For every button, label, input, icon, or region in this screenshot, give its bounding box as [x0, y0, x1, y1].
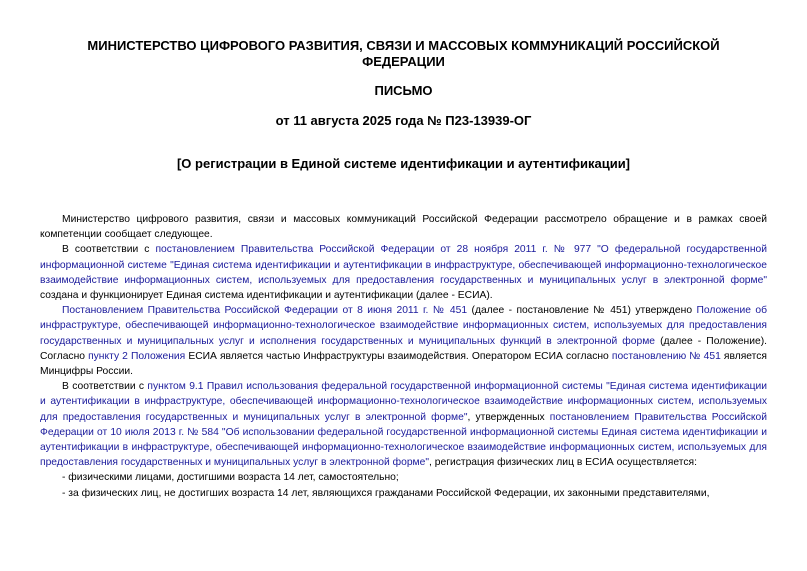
paragraph-intro: Министерство цифрового развития, связи и массовых коммуникаций Российской Федерации рассмотрело обращение и в рамках своей компетенции сообщает следующее. — [40, 214, 767, 241]
paragraph-registration-rules: В соответствии с пунктом 9.1 Правил использования федеральной государственной информационной системы "Единая система идентификации и аутентификации в инфраструктуре, обеспечивающей информационно-технологическое взаимодействие информационных систем, используемых для предоставления государственных и муниципальных услуг в электронной форме", утвержденных постановлением Правительства Российской Федерации от 10 июля 2013 г. № 584 "Об использовании федеральной государственной информационной системы Единая система идентификации и аутентификации в инфраструктуре, обеспечивающей информационно-технологическое взаимодействие информационных систем, используемых для предоставления государственных и муниципальных услуг в электронной форме", регистрация физических лиц в ЕСИА осуществляется: — [40, 381, 767, 469]
link-rules-clause-9-1[interactable]: пунктом 9.1 Правил использования федеральной государственной информационной системы "Единая система идентификации и аутентификации в инфраструктуре, обеспечивающей информационно-технологическое взаимодействие информационных систем, используемых для предоставления государственных и муниципальных услуг в электронной форме" — [40, 381, 767, 423]
list-item: - за физических лиц, не достигших возраста 14 лет, являющихся гражданами Российской Федерации, их законными представителями, — [62, 487, 710, 499]
link-resolution-451[interactable]: Постановлением Правительства Российской Федерации от 8 июня 2011 г. № 451 — [62, 305, 468, 317]
issuing-agency: МИНИСТЕРСТВО ЦИФРОВОГО РАЗВИТИЯ, СВЯЗИ И МАССОВЫХ КОММУНИКАЦИЙ РОССИЙСКОЙ ФЕДЕРАЦИИ — [87, 38, 720, 69]
paragraph-esia-creation: В соответствии с постановлением Правительства Российской Федерации от 28 ноября 2011 г. № 977 "О федеральной государственной информационной системе "Единая система идентификации и аутентификации в инфраструктуре, обеспечивающей информационно-технологическое взаимодействие информационных систем, используемых для предоставления государственных и муниципальных услуг в электронной форме" создана и функционирует Единая система идентификации и аутентификации (далее - ЕСИА). — [40, 244, 767, 302]
link-resolution-451-short[interactable]: постановлению № 451 — [611, 350, 721, 362]
document-date-number: от 11 августа 2025 года № П23-13939-ОГ — [275, 113, 532, 128]
link-resolution-977[interactable]: постановлением Правительства Российской Федерации от 28 ноября 2011 г. № 977 "О федеральной государственной информационной системе "Единая система идентификации и аутентификации в инфраструктуре, обеспечивающей информационно-технологическое взаимодействие информационных систем, используемых для предоставления государственных и муниципальных услуг в электронной форме" — [40, 244, 767, 286]
link-regulation[interactable]: Положение об инфраструктуре, обеспечивающей информационно-технологическое взаимодействие информационных систем, используемых для предоставления государственных и муниципальных услуг и исполнения государственных и муниципальных функций в электронной форме — [40, 305, 767, 347]
document-type: ПИСЬМО — [374, 83, 433, 98]
letter-body — [40, 212, 767, 501]
link-resolution-584[interactable]: постановлением Правительства Российской Федерации от 10 июля 2013 г. № 584 "Об использовании федеральной государственной информационной системы Единая система идентификации и аутентификации в инфраструктуре, обеспечивающей информационно-технологическое взаимодействие информационных систем, используемых для предоставления государственных и муниципальных услуг в электронной форме" — [40, 411, 767, 469]
document-subject: [О регистрации в Единой системе идентификации и аутентификации] — [176, 156, 631, 171]
list-item: - физическими лицами, достигшими возраста 14 лет, самостоятельно; — [62, 472, 399, 484]
paragraph-infrastructure: Постановлением Правительства Российской Федерации от 8 июня 2011 г. № 451 (далее - постановление № 451) утверждено Положение об инфраструктуре, обеспечивающей информационно-технологическое взаимодействие информационных систем, используемых для предоставления государственных и муниципальных услуг и исполнения государственных и муниципальных функций в электронной форме (далее - Положение). Согласно пункту 2 Положения ЕСИА является частью Инфраструктуры взаимодействия. Оператором ЕСИА согласно постановлению № 451 является Минцифры России. — [40, 305, 767, 378]
link-regulation-clause-2[interactable]: пункту 2 Положения — [88, 350, 186, 362]
